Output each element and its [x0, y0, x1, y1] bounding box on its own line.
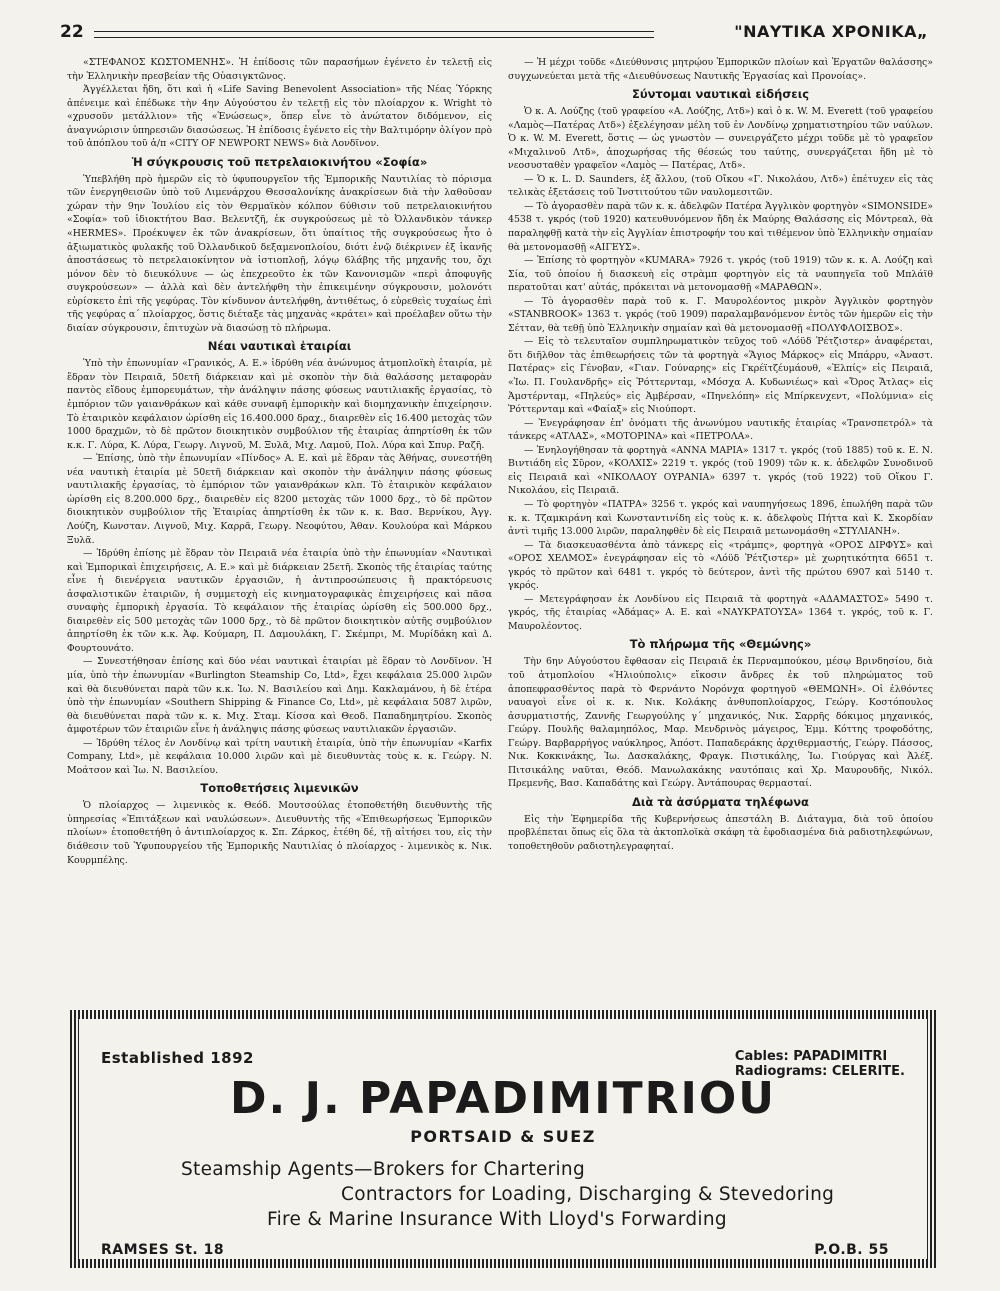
- ad-service-line-1: Steamship Agents—Brokers for Chartering: [181, 1159, 585, 1180]
- ad-established: Established 1892: [101, 1049, 254, 1067]
- page-header: [60, 22, 940, 46]
- article-paragraph: Τὴν 6ην Αὐγούστου ἔφθασαν εἰς Πειραιᾶ ἐκ Περναμπούκου, μέσῳ Βρινδησίου, διὰ τοῦ ἀτμοπλοίου «Ἡλιούπολις» εἴκοσιν ἄνδρες ἐκ τοῦ πληρώματος τοῦ ἀποπεφρασθέντος παρὰ τὸ Φερνάντο Νορόνχα φορτηγοῦ «ΘΕΜΩΝΗ». Οἱ ἐλθόντες ναυαγοὶ εἶνε οἱ κ. κ. Νικ. Κολάκης ἀνθυποπλοίαρχος, Γεώργ. Κοστόπουλος ἀσυρματιστής, Ζαννῆς Γεωργούλης γ΄ μηχανικός, Νικ. Σαρρῆς δόκιμος μηχανικός, Γεώργ. Πουλῆς θαλαμηπόλος, Μαρ. Μενδρινὸς μάγειρος, Ἑμμ. Κόττης τροφοδότης, Γεώργ. Βαρβαρρήγος ναύκληρος, Ἀπόστ. Παπαδεράκης ἀρχιθερμαστής, Γεώργ. Πάσσος, Νικ. Κοκκινάκης, Ἰω. Δασκαλάκης, Φραγκ. Πιστικάλης, Ἰω. Γιούργας καὶ Ἀλέξ. Πιτσικάλης ναῦται, Θεόδ. Μανωλακάκης ναυτόπαις καὶ Χρ. Μαυρουδῆς, Νικόλ. Πρεμενῆς, Βασ. Καπαδάτης καὶ Γεώργ. Ἀντάπουρας θερμασταί.: [508, 656, 933, 790]
- section-heading: Τοποθετήσεις λιμενικῶν: [200, 781, 359, 796]
- article-paragraph: — Ἐνηλογήθησαν τὰ φορτηγὰ «ΑΝΝΑ ΜΑΡΙΑ» 1317 τ. γκρός (τοῦ 1885) τοῦ κ. Ε. Ν. Βιντιάδη εἰς Σῦρον, «ΚΟΛΧΙΣ» 2219 τ. γκρός (τοῦ 1909) τῶν κ. κ. ἀδελφῶν Συνοδινοῦ εἰς Πειραιᾶ καὶ «ΝΙΚΟΛΑΟΥ ΟΥΡΑΝΙΑ» 6397 τ. γκρός (τοῦ 1922) τοῦ Οἴκου Γ. Νικολάου, εἰς Πειραιᾶ.: [508, 444, 933, 497]
- ad-address: RAMSES St. 18: [101, 1242, 225, 1258]
- article-paragraph: — Τὸ ἀγορασθὲν παρὰ τοῦ κ. Γ. Μαυρολέοντος μικρὸν Ἀγγλικὸν φορτηγὸν «STANBROOK» 1363 τ. γκρός (τοῦ 1909) παραλαμβανόμενον ἐντὸς τῶν ἡμερῶν εἰς τὴν Σέτταν, θὰ τεθῇ ὑπὸ Ἑλληνικὴν σημαίαν καὶ θὰ μετονομασθῇ «ΠΟΛΥΦΛΟΙΣΒΟΣ».: [508, 295, 933, 334]
- section-heading: Τὸ πλήρωμα τῆς «Θεμώνης»: [629, 637, 812, 652]
- ad-service-line-2: Contractors for Loading, Discharging & Stevedoring: [341, 1184, 835, 1205]
- article-paragraph: — Ἐπίσης, ὑπὸ τὴν ἐπωνυμίαν «Πίνδος» Α. Ε. καὶ μὲ ἕδραν τὰς Ἀθήνας, συνεστήθη νέα ναυτικὴ ἑταιρία μὲ 50ετῆ διάρκειαν καὶ σκοπὸν τὴν ἀνάληψιν πάσης φύσεως ναυτιλιακῆς ἐργασίας, τὸ ἐμπόριον τῶν γαιανθράκων κλπ. Τὸ ἑταιρικὸν κεφάλαιον ὡρίσθη εἰς 8.200.000 δρχ., διαιρεθὲν εἰς 8200 μετοχὰς τῶν 1000 δρχ., τὸ δὲ πρῶτον διοικητικὸν συμβούλιον τῆς Ἑταιρίας ἀπηρτίσθη ἐκ τῶν κ. κ. Βασ. Βερνίκου, Ἀγγ. Λούζη, Κωνσταν. Λιγνοῦ, Μιχ. Καρρᾶ, Γεωργ. Νεοφύτου, Ἀθαν. Κουλούρα καὶ Μάρκου Ξυλᾶ.: [67, 453, 492, 546]
- article-paragraph: Ἀγγέλλεται ἤδη, ὅτι καὶ ἡ «Life Saving Benevolent Association» τῆς Νέας Ὑόρκης ἀπένειμε καὶ ἐπέδωκε τὴν 4ην Αὐγούστου ἐν τελετῇ εἰς τὸν πλοίαρχον κ. Wright τὸ «χρυσοῦν μετάλλιον» τῆς «Ἑνώσεως», ὅπερ εἶνε τὸ ἀνώτατον διδόμενον, εἰς ἀναγνώρισιν ὑπηρεσιῶν διασώσεως. Ἡ ἐπίδοσις ἐγένετο εἰς τὴν Βαλτιμόρην ὀλίγον πρὸ τοῦ ἀπόπλου τοῦ ἀ/π «CITY OF NEWPORT NEWS» διὰ Λονδῖνον.: [67, 84, 492, 150]
- article-paragraph: Ὑπὸ τὴν ἐπωνυμίαν «Γρανικός, Α. Ε.» ἱδρύθη νέα ἀνώνυμος ἀτμοπλοϊκὴ ἑταιρία, μὲ ἕδραν τὸν Πειραιᾶ, 50ετῆ διάρκειαν καὶ μὲ σκοπὸν τὴν διὰ θαλάσσης μεταφορὰν παντὸς εἴδους ἐμπορευμάτων, τὴν ἀνάληψιν πάσης φύσεως ναυτιλιακῆς ἐργασίας, τὸ ἐμπόριον τῶν γαιανθράκων καὶ κάθε συναφῆ ἐμπορικὴν καὶ διομηχανικὴν ἐπιχείρησιν. Τὸ ἑταιρικὸν κεφάλαιον ὡρίσθη εἰς 16.400.000 δραχ., διαιρεθὲν εἰς 16.400 μετοχὰς τῶν 1000 δραχμῶν, τὸ δὲ πρῶτον διοικητικὸν συμβούλιον τῆς ἑταιρίας ἀπηρτίσθη ἐκ τῶν κ.κ. Γ. Λύρα, Κ. Λύρα, Γεωργ. Λιγνοῦ, Μ. Ξυλᾶ, Μιχ. Λαμοῦ, Πολ. Λύρα καὶ Σπυρ. Ραζῆ.: [67, 358, 492, 451]
- article-paragraph: — Ἱδρύθη ἐπίσης μὲ ἕδραν τὸν Πειραιᾶ νέα ἑταιρία ὑπὸ τὴν ἐπωνυμίαν «Ναυτικαὶ καὶ Ἐμπορικαὶ ἐπιχειρήσεις, Α. Ε.» καὶ μὲ διάρκειαν 25ετῆ. Σκοπὸς τῆς ἑταιρίας ταύτης εἶνε ἡ διενέργεια ναυτικῶν ἐργασιῶν, ἡ ἀντιπροσώπευσις ἢ πρακτόρευσις ἀσφαλιστικῶν ἑταιριῶν, ἡ συμμετοχὴ εἰς κινηματογραφικὰς ἐπιχειρήσεις καὶ πᾶσα συναφὴς ἐμπορικὴ ἐργασία. Τὸ κεφάλαιον τῆς ἑταιρίας ὡρίσθη εἰς 500.000 δρχ., διαιρεθὲν εἰς 500 μετοχὰς τῶν 1000 δρχ., τὸ δὲ πρῶτον διοικητικὸν αὐτῆς συμβούλιον ἀπηρτίσθη ἐκ τῶν κ.κ. Ἀφ. Κούμαρη, Π. Δαμουλάκη, Γ. Σκέμπρι, Μ. Μυρίδάκη καὶ Δ. Φουρτουνάτο.: [67, 548, 492, 654]
- article-paragraph: — Ἐνεγράφησαν ἐπ' ὀνόματι τῆς ἀνωνύμου ναυτικῆς ἑταιρίας «Τρανσπετρόλ» τὰ τάνκερς «ΑΤΛΑΣ», «ΜΟΤΟΡΙΝΑ» καὶ «ΠΕΤΡΟΛΑ».: [508, 417, 933, 443]
- article-paragraph: «ΣΤΕΦΑΝΟΣ ΚΩΣΤΟΜΕΝΗΣ». Ἡ ἐπίδοσις τῶν παρασήμων ἐγένετο ἐν τελετῇ εἰς τὴν Ἑλληνικὴν πρεσβείαν τῆς Οὐασιγκτῶνος.: [67, 57, 492, 82]
- article-paragraph: — Συνεστήθησαν ἐπίσης καὶ δύο νέαι ναυτικαὶ ἑταιρίαι μὲ ἕδραν τὸ Λονδῖνον. Ἡ μία, ὑπὸ τὴν ἐπωνυμίαν «Burlington Steamship Co, Ltd», ἔχει κεφάλαια 25.000 λιρῶν καὶ θὰ διευθύνεται παρὰ τῶν κ.κ. Ἰω. Ν. Βασιλείου καὶ Δημ. Κακλαμάνου, ἡ δὲ ἑτέρα ὑπὸ τὴν ἐπωνυμίαν «Southern Shipping & Finance Co, Ltd», μὲ κεφάλαια 5087 λιρῶν, θὰ διευθύνεται παρὰ τῶν κ. κ. Μιχ. Σταμ. Κίσσα καὶ Θεοδ. Παπαδημητρίου. Σκοπὸς ἀμφοτέρων τῶν ἑταιριῶν εἶνε ἡ ἀνάληψις πάσης φύσεως ναυτιλιακῶν ἐργασιῶν.: [67, 656, 492, 736]
- article-paragraph: — Ὁ κ. L. D. Saunders, ἐξ ἄλλου, (τοῦ Οἴκου «Γ. Νικολάου, Λτδ») ἐπέτυχεν εἰς τὰς τελικὰς ἐξετάσεις τοῦ Ἰνστιτούτου τῶν ναυλομεσιτῶν.: [508, 173, 933, 199]
- section-heading: Νέαι ναυτικαὶ ἑταιρίαι: [207, 339, 352, 354]
- section-heading: Σύντομαι ναυτικαὶ εἰδήσεις: [631, 87, 810, 102]
- ad-company-name: D. J. PAPADIMITRIOU: [230, 1073, 776, 1124]
- advertisement-box: [70, 1010, 936, 1268]
- article-paragraph: Ὁ κ. Α. Λούζης (τοῦ γραφείου «Α. Λούζης, Λτδ») καὶ ὁ κ. W. M. Everett (τοῦ γραφείου «Λαμὸς—Πατέρας Λτδ») ἐξελέγησαν μέλη τοῦ ἐν Λονδίνῳ χρηματιστηρίου τῶν ναύλων. Ὁ κ. W. M. Everett, ὅστις — ὡς γνωστὸν — συνειργάζετο μέχρι τοῦδε μὲ τὸ γραφεῖον «Μιχαλινοῦ Λτδ», ἀποχωρήσας τῆς θέσεώς του ταύτης, συνεργάζεται ἤδη μὲ τὸ νεοσυσταθὲν γραφεῖον «Λαμὸς — Πατέρας, Λτδ».: [508, 106, 933, 172]
- article-paragraph: — Ἐπίσης τὸ φορτηγὸν «KUMARA» 7926 τ. γκρός (τοῦ 1919) τῶν κ. κ. Α. Λούζη καὶ Σία, τοῦ ὁποίου ἡ διασκευὴ εἰς στρὰμπ φορτηγὸν εἰς τὰ ναυπηγεῖα τοῦ Μπλάϊθ περατοῦται κατ' αὐτάς, πρόκειται νὰ μετονομασθῇ «ΜΑΡΑΘΩΝ».: [508, 255, 933, 294]
- ad-radiograms-line: Radiograms: CELERITE.: [734, 1064, 905, 1079]
- header-rule-left: [94, 31, 654, 38]
- article-paragraph: — Μετεγράφησαν ἐκ Λονδίνου εἰς Πειραιᾶ τὰ φορτηγὰ «ΑΔΑΜΑΣΤΟΣ» 5490 τ. γκρός, τῆς ἑταιρίας «Ἀδάμας» Α. Ε. καὶ «ΝΑΥΚΡΑΤΟΥΣΑ» 1364 τ. γκρός, τοῦ κ. Γ. Μαυρολέοντος.: [508, 593, 933, 632]
- page-number: 22: [60, 22, 84, 42]
- article-paragraph: Ὁ πλοίαρχος — λιμενικὸς κ. Θεόδ. Μουτσούλας ἐτοποθετήθη διευθυντὴς τῆς ὑπηρεσίας «Ἐπιτάξεων καὶ ναυλώσεων». Διευθυντὴς τῆς «Ἐπιθεωρήσεως Ἐμπορικῶν πλοίων» ἐτοποθετήθη ὁ ἀντιπλοίαρχος κ. Σπ. Ζάρκος, ἐτέθη δέ, τῇ αἰτήσει του, εἰς τὴν διάθεσιν τοῦ Ὑφυπουργείου τῆς Ἐμπορικῆς Ναυτιλίας ὁ πλοίαρχος - λιμενικὸς κ. Νικ. Κουρμπέλης.: [67, 800, 492, 866]
- ad-service-line-3: Fire & Marine Insurance With Lloyd's Forwarding: [267, 1209, 727, 1230]
- left-column: [67, 56, 492, 867]
- ad-pob: P.O.B. 55: [814, 1242, 889, 1258]
- ad-cables-line: Cables: PAPADIMITRI: [734, 1049, 888, 1064]
- article-paragraph: — Τὸ ἀγορασθὲν παρὰ τῶν κ. κ. ἀδελφῶν Πατέρα Ἀγγλικὸν φορτηγὸν «SIMONSIDE» 4538 τ. γκρός (τοῦ 1920) κατευθυνόμενον ἤδη ἐκ Μαύρης Θαλάσσης εἰς Μόντρεαλ, θὰ παραληφθῇ κατὰ τὴν εἰς Ἀγγλίαν ἐπιστροφήν του καὶ τιθέμενον ὑπὸ Ἑλληνικὴν σημαίαν θὰ μετονομασθῇ «ΑΙΓΕΥΣ».: [508, 200, 933, 253]
- article-paragraph: — Τὸ φορτηγὸν «ΠΑΤΡΑ» 3256 τ. γκρός καὶ ναυπηγήσεως 1896, ἐπωλήθη παρὰ τῶν κ. κ. Τζαμκιράνη καὶ Κωνσταντινίδη εἰς τοὺς κ. κ. ἀδελφοὺς Πήττα καὶ Κ. Σκορδίαν ἀντὶ τιμῆς 13.000 λιρῶν, παραληφθὲν δὲ εἰς Πειραιᾶ μετωνομάσθη «ΣΤΥΛΙΑΝΗ».: [508, 498, 933, 538]
- article-paragraph: — Ἱδρύθη τέλος ἐν Λονδίνῳ καὶ τρίτη ναυτικὴ ἑταιρία, ὑπὸ τὴν ἐπωνυμίαν «Karfix Company, Ltd», μὲ κεφάλαια 10.000 λιρῶν καὶ μὲ διευθυντὰς τοὺς κ. κ. Γεώργ. Ν. Μοάτσον καὶ Ἰω. Ν. Βασιλείου.: [67, 737, 492, 776]
- publication-title: "ΝΑΥΤΙΚΑ ΧΡΟΝΙΚΑ„: [726, 22, 928, 41]
- article-paragraph: — Εἰς τὸ τελευταῖον συμπληρωματικὸν τεῦχος τοῦ «Λόϋδ Ῥέτζιστερ» ἀναφέρεται, ὅτι διῆλθον τὰς ἐπιθεωρήσεις τῶν τὰ φορτηγὰ «Ἅγιος Μάρκος» εἰς Μπάρρυ, «Ἀναστ. Πατέρας» εἰς Γένοβαν, «Γιαν. Γούναρης» εἰς Γκρέϊτζέυμάουθ, «Ἐλπίς» εἰς Πειραιᾶ, «Ἰω. Π. Γουλανδρῆς» εἰς Ῥόττερνταμ, «Μόσχα Α. Κυδωνιέως» καὶ «Ὄρος Ἄτλας» εἰς Ἀμστέρνταμ, «Πηλεύς» εἰς Ἀμβέρσαν, «Πηνελόπη» εἰς Μπίρκενχεντ, «Πολύμνια» εἰς Ῥόττερνταμ καὶ «Φαίαξ» εἰς Νιούπορτ.: [508, 336, 933, 416]
- section-heading: Διὰ τὰ ἀσύρματα τηλέφωνα: [632, 794, 809, 809]
- article-paragraph: Εἰς τὴν Ἐφημερίδα τῆς Κυβερνήσεως ἀπεστάλη Β. Διάταγμα, διὰ τοῦ ὁποίου προβλέπεται ὅπως εἰς ὅλα τὰ ἀκτοπλοϊκὰ σκάφη τὰ ἐφοδιασμένα διὰ ραδιοτηλεφώνων, τοποθετηθοῦν ραδιοτηλεγραφηταί.: [508, 813, 933, 852]
- article-paragraph: Ὑπεβλήθη πρὸ ἡμερῶν εἰς τὸ ὑφυπουργεῖον τῆς Ἐμπορικῆς Ναυτιλίας τὸ πόρισμα τῶν ἐνεργηθεισῶν ὑπὸ τοῦ Λιμενάρχου Θεσσαλονίκης ἀνακρίσεων διὰ τὴν λαθοῦσαν χώραν τὴν 9ην Ἰουλίου εἰς τὸν Θερμαϊκὸν κόλπον 6ύθισιν τοῦ πετρελαιοκινήτου «Σοφία» τοῦ ἰδιοκτήτου Βασ. Βελεντζῆ, ἐκ συγκρούσεως μὲ τὸ Ὀλλανδικὸν τάνκερ «HERMES». Προέκυψεν ἐκ τῶν ἀνακρίσεων, ὅτι ὑπαίτιος τῆς συγκρούσεως ἦτο ὁ ἀξιωματικὸς φυλακῆς τοῦ Ὀλλανδικοῦ δεξαμενοπλοίου, διότι ἐνῷ διέκρινεν ἐξ ἱκανῆς ἀποστάσεως τὸ πετρελαιοκίνητον νὰ ἱστιοπλοῇ, λόγῳ 6λάβης τῆς μηχανῆς του, ὄχι μόνον δὲν τὸ διευκόλυνε — ὡς ἐπεχρεοῦτο ἐκ τῶν Κανονισμῶν «περὶ ἀποφυγῆς συγκρούσεων» — ἀλλὰ καὶ δὲν ἀντελήφθη τὴν ἐπικειμένην σύγκρουσιν, μολονότι εὑρίσκετο ἐπὶ τῆς γεφύρας. Τὸν κίνδυνον ἀντελήφθη, ἀντιθέτως, ὁ εὑρεθεὶς τυχαίως ἐπὶ τῆς γεφύρας α΄ πλοίαρχος, ὅστις διέταξε τὰς μηχανὰς «κράτει» καὶ προέλαβεν οὕτω τὴν διαίαν σύγκρουσιν, ἐπιτυχὼν νὰ διασώσῃ τὸ πλήρωμα.: [67, 173, 492, 334]
- right-column: [508, 56, 933, 854]
- ad-location: PORTSAID & SUEZ: [410, 1127, 596, 1146]
- section-heading: Ἡ σύγκρουσις τοῦ πετρελαιοκινήτου «Σοφία»: [131, 154, 428, 169]
- article-paragraph: — Τὰ διασκευασθέντα ἀπὸ τάνκερς εἰς «τράμπς», φορτηγὰ «ΟΡΟΣ ΔΙΡΦΥΣ» καὶ «ΟΡΟΣ ΧΕΛΜΟΣ» ἐνεγράφησαν εἰς τὸ «Λόϋδ Ῥέτζιστερ» μὲ χωρητικότητα 6651 τ. γκρός τὸ πρῶτον καὶ 6481 τ. γκρός τὸ δεύτερον, ἀντὶ τῆς πρώτου 6907 καὶ 5140 τ. γκρός.: [508, 539, 933, 592]
- article-paragraph: — Ἡ μέχρι τοῦδε «Διεύθυνσις μητρῴου Ἐμπορικῶν πλοίων καὶ Ἐργατῶν θαλάσσης» συγχωνεύεται μετὰ τῆς «Διευθύνσεως Ναυτικῆς Ἐργασίας καὶ Προνοίας».: [508, 57, 933, 82]
